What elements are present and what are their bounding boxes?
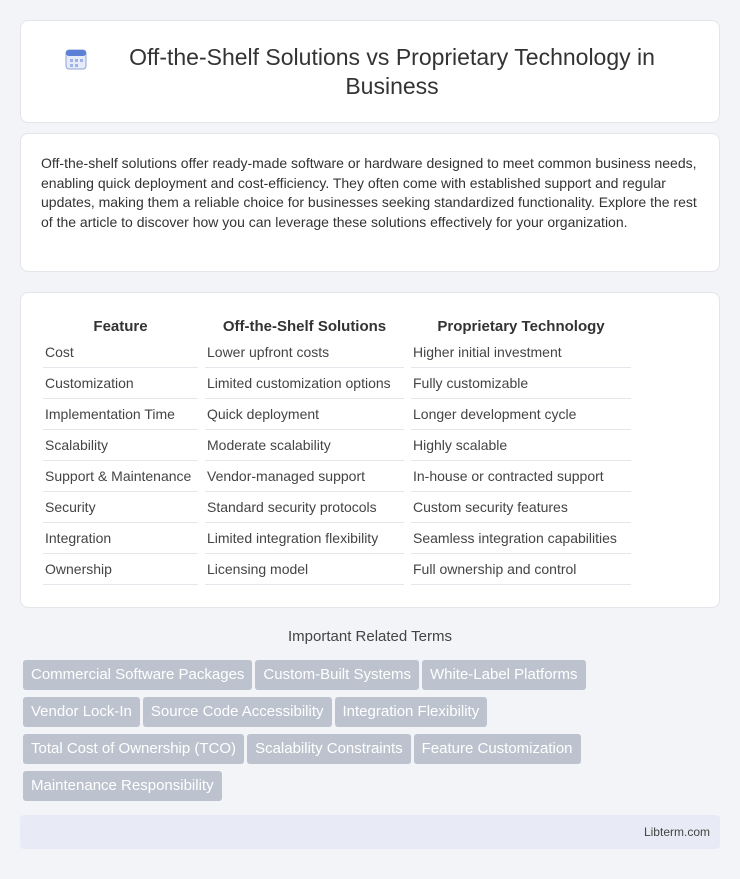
related-term-tag[interactable]: Commercial Software Packages [23, 660, 252, 690]
table-cell-off-the-shelf: Limited integration flexibility [205, 523, 404, 554]
table-cell-proprietary: In-house or contracted support [411, 461, 631, 492]
table-cell-off-the-shelf: Quick deployment [205, 399, 404, 430]
table-cell-proprietary: Longer development cycle [411, 399, 631, 430]
footer-site-link[interactable]: Libterm.com [643, 825, 710, 839]
related-term-tag[interactable]: Total Cost of Ownership (TCO) [23, 734, 244, 764]
table-cell-proprietary: Higher initial investment [411, 337, 631, 368]
table-row [43, 368, 631, 399]
table-cell-proprietary: Full ownership and control [411, 554, 631, 585]
table-header-proprietary: Proprietary Technology [437, 317, 605, 335]
table-cell-proprietary: Fully customizable [411, 368, 631, 399]
intro-card [20, 133, 720, 272]
table-row [43, 492, 631, 523]
footer [20, 815, 720, 849]
related-terms-title: Important Related Terms [288, 628, 452, 645]
table-cell-proprietary: Seamless integration capabilities [411, 523, 631, 554]
intro-text: Off-the-shelf solutions offer ready-made software or hardware designed to meet common business needs, enabling quick deployment and cost-efficiency. They often come with established support and regular updates, making them a reliable choice for businesses seeking standardized functionality. Explore the rest of the article to discover how you can leverage these solutions effectively for your organization. [41, 155, 697, 230]
table-row [43, 523, 631, 554]
table-cell-feature: Support & Maintenance [43, 461, 198, 492]
table-row [43, 430, 631, 461]
table-cell-feature: Customization [43, 368, 198, 399]
table-cell-proprietary: Custom security features [411, 492, 631, 523]
table-cell-proprietary: Highly scalable [411, 430, 631, 461]
table-cell-off-the-shelf: Limited customization options [205, 368, 404, 399]
related-term-tag[interactable]: Vendor Lock-In [23, 697, 140, 727]
table-cell-feature: Implementation Time [43, 399, 198, 430]
table-cell-feature: Integration [43, 523, 198, 554]
related-terms-list [23, 660, 723, 808]
calendar-icon [63, 46, 89, 72]
title-wrap [63, 43, 677, 101]
table-cell-feature: Scalability [43, 430, 198, 461]
table-cell-feature: Ownership [43, 554, 198, 585]
table-cell-off-the-shelf: Standard security protocols [205, 492, 404, 523]
table-cell-off-the-shelf: Moderate scalability [205, 430, 404, 461]
related-term-tag[interactable]: White-Label Platforms [422, 660, 586, 690]
table-row [43, 461, 631, 492]
table-header-feature: Feature [93, 317, 148, 335]
table-header-off-the-shelf: Off-the-Shelf Solutions [222, 317, 387, 335]
related-term-tag[interactable]: Maintenance Responsibility [23, 771, 222, 801]
table-row [43, 337, 631, 368]
related-term-tag[interactable]: Feature Customization [414, 734, 581, 764]
table-row [43, 399, 631, 430]
page-title: Off-the-Shelf Solutions vs Proprietary Technology in Business [129, 43, 655, 99]
comparison-table [36, 315, 638, 585]
related-term-tag[interactable]: Source Code Accessibility [143, 697, 332, 727]
table-cell-feature: Cost [43, 337, 198, 368]
table-header-row [43, 315, 631, 337]
related-term-tag[interactable]: Integration Flexibility [335, 697, 488, 727]
related-term-tag[interactable]: Scalability Constraints [247, 734, 411, 764]
comparison-table-card [20, 292, 720, 608]
table-cell-off-the-shelf: Vendor-managed support [205, 461, 404, 492]
table-row [43, 554, 631, 585]
table-cell-off-the-shelf: Lower upfront costs [205, 337, 404, 368]
table-cell-off-the-shelf: Licensing model [205, 554, 404, 585]
title-card [20, 20, 720, 123]
related-term-tag[interactable]: Custom-Built Systems [255, 660, 419, 690]
table-cell-feature: Security [43, 492, 198, 523]
